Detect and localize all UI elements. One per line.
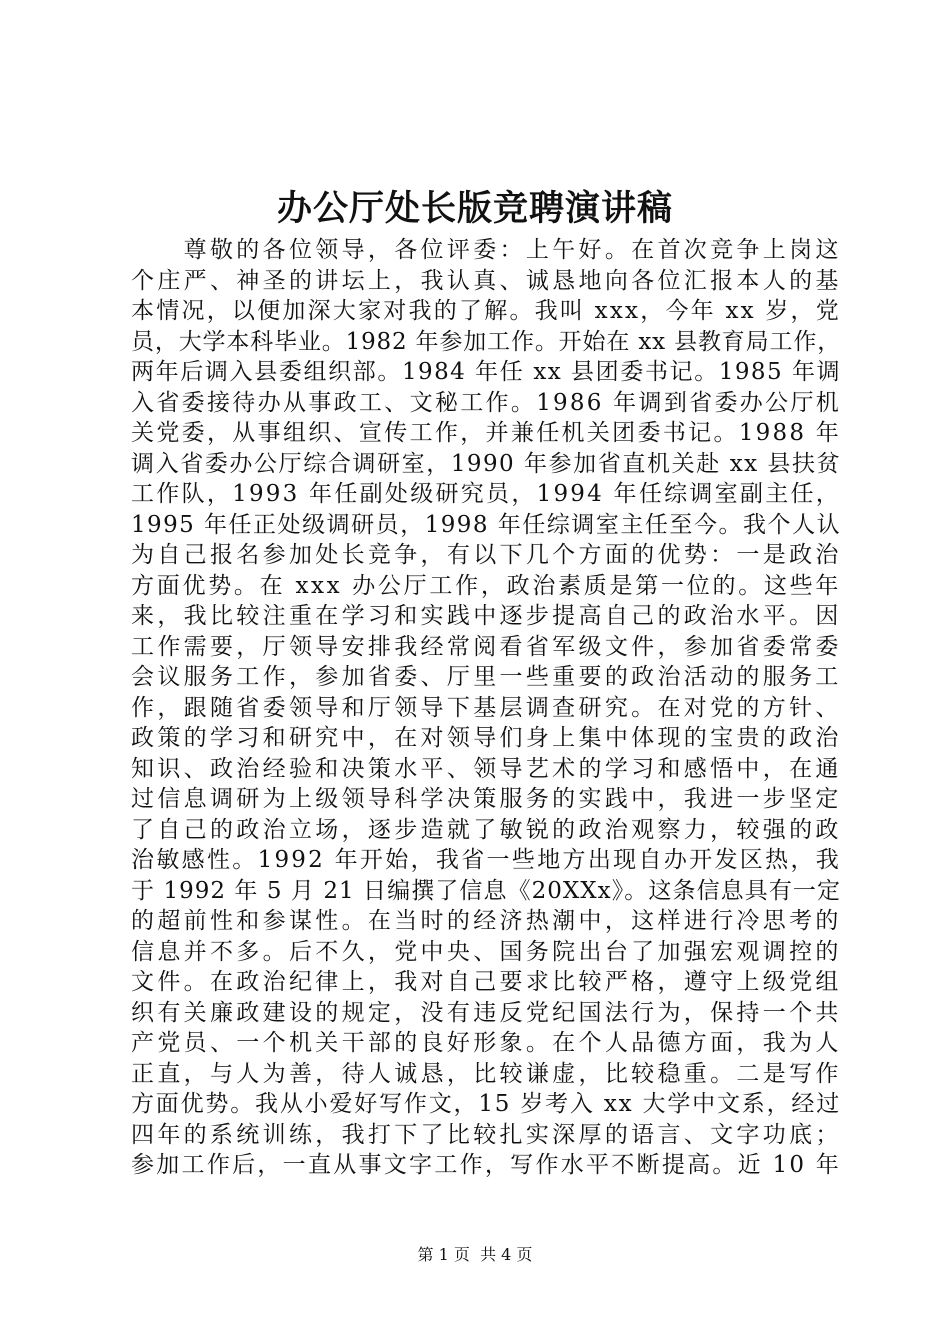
body-line: 工作队，1993 年任副处级研究员，1994 年任综调室副主任，	[131, 481, 841, 507]
body-line: 正直，与人为善，待人诚恳，比较谦虚，比较稳重。二是写作	[131, 1060, 841, 1087]
body-line: 信息并不多。后不久，党中央、国务院出台了加强宏观调控的	[131, 938, 841, 965]
body-line: 尊敬的各位领导，各位评委：上午好。在首次竞争上岗这	[131, 237, 841, 263]
body-line: 会议服务工作，参加省委、厅里一些重要的政治活动的服务工	[131, 664, 841, 690]
document-body	[131, 235, 841, 1181]
body-line: 来，我比较注重在学习和实践中逐步提高自己的政治水平。因	[131, 603, 841, 629]
body-line: 员，大学本科毕业。1982 年参加工作。开始在 xx 县教育局工作，	[131, 328, 841, 355]
body-line: 了自己的政治立场，逐步造就了敏锐的政治观察力，较强的政	[131, 816, 841, 843]
body-line: 作，跟随省委领导和厅领导下基层调查研究。在对党的方针、	[131, 694, 841, 721]
body-line: 为自己报名参加处长竞争，有以下几个方面的优势：一是政治	[131, 542, 841, 568]
body-line: 方面优势。在 xxx 办公厅工作，政治素质是第一位的。这些年	[131, 572, 841, 599]
body-line: 治敏感性。1992 年开始，我省一些地方出现自办开发区热，我	[131, 847, 841, 873]
body-line: 1995 年任正处级调研员，1998 年任综调室主任至今。我个人认	[131, 511, 841, 538]
body-line: 关党委，从事组织、宣传工作，并兼任机关团委书记。1988 年	[131, 420, 841, 446]
body-line: 参加工作后，一直从事文字工作，写作水平不断提高。近 10 年	[131, 1152, 841, 1178]
document-title: 办公厅处长版竞聘演讲稿	[276, 189, 673, 229]
body-line: 产党员、一个机关干部的良好形象。在个人品德方面，我为人	[131, 1030, 841, 1056]
body-line: 政策的学习和研究中，在对领导们身上集中体现的宝贵的政治	[131, 725, 841, 751]
body-line: 工作需要，厅领导安排我经常阅看省军级文件，参加省委常委	[131, 633, 841, 660]
body-line: 个庄严、神圣的讲坛上，我认真、诚恳地向各位汇报本人的基	[131, 267, 841, 294]
body-line: 四年的系统训练，我打下了比较扎实深厚的语言、文字功底；	[131, 1121, 841, 1148]
body-line: 方面优势。我从小爱好写作文，15 岁考入 xx 大学中文系，经过	[131, 1091, 841, 1117]
body-line: 本情况，以便加深大家对我的了解。我叫 xxx，今年 xx 岁，党	[131, 298, 841, 324]
body-line: 织有关廉政建设的规定，没有违反党纪国法行为，保持一个共	[131, 999, 841, 1026]
body-line: 入省委接待办从事政工、文秘工作。1986 年调到省委办公厅机	[131, 389, 841, 416]
body-line: 的超前性和参谋性。在当时的经济热潮中，这样进行冷思考的	[131, 908, 841, 934]
page-footer: 第 1 页 共 4 页	[417, 1245, 533, 1264]
body-line: 调入省委办公厅综合调研室，1990 年参加省直机关赴 xx 县扶贫	[131, 450, 841, 477]
body-line: 知识、政治经验和决策水平、领导艺术的学习和感悟中，在通	[131, 755, 841, 782]
body-line: 过信息调研为上级领导科学决策服务的实践中，我进一步坚定	[131, 786, 841, 812]
body-line: 于 1992 年 5 月 21 日编撰了信息《20XXx》。这条信息具有一定	[131, 877, 841, 904]
body-line: 文件。在政治纪律上，我对自己要求比较严格，遵守上级党组	[131, 969, 841, 995]
body-line: 两年后调入县委组织部。1984 年任 xx 县团委书记。1985 年调	[131, 359, 841, 385]
